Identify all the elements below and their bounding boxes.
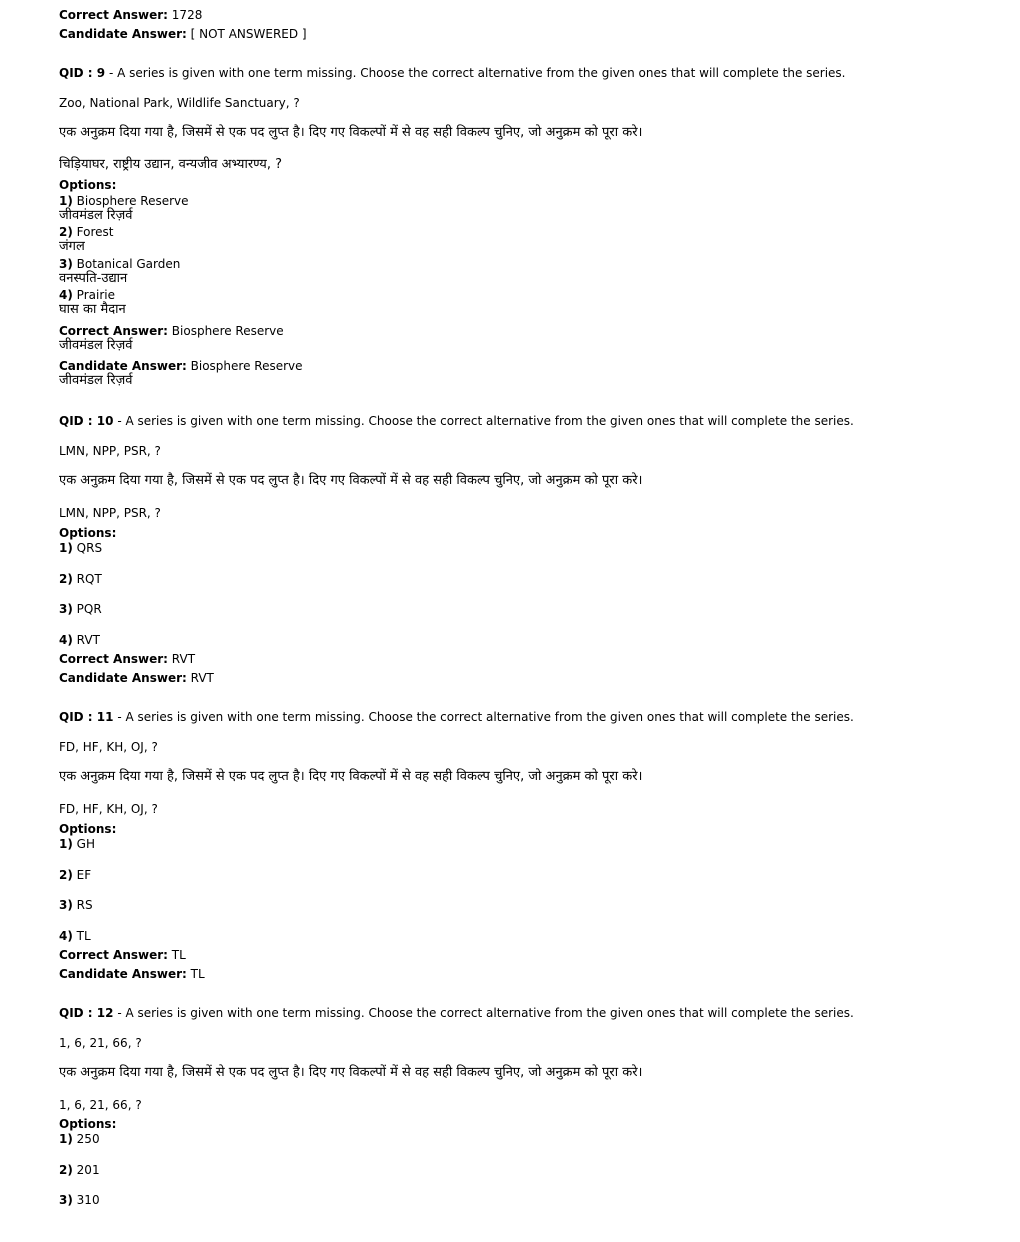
question-10-candidate-answer: Candidate Answer: RVT bbox=[59, 671, 214, 685]
question-11-header: QID : 11 - A series is given with one term missing. Choose the correct alternative from the given ones that will complete the series. bbox=[59, 710, 854, 724]
question-9-option-1-hindi: जीवमंडल रिज़र्व bbox=[59, 208, 133, 223]
question-9-option-4-hindi: घास का मैदान bbox=[59, 302, 126, 317]
question-10-series-hindi: LMN, NPP, PSR, ? bbox=[59, 506, 161, 520]
options-label: Options: bbox=[59, 178, 117, 192]
question-10-option-1: 1) QRS bbox=[59, 541, 103, 555]
options-label: Options: bbox=[59, 1117, 117, 1131]
question-11-series: FD, HF, KH, OJ, ? bbox=[59, 740, 158, 754]
question-11-option-3: 3) RS bbox=[59, 898, 93, 912]
question-11-series-hindi: FD, HF, KH, OJ, ? bbox=[59, 802, 158, 816]
question-9-candidate-answer-hindi: जीवमंडल रिज़र्व bbox=[59, 373, 133, 388]
question-10-option-4: 4) RVT bbox=[59, 633, 100, 647]
question-9-candidate-answer: Candidate Answer: Biosphere Reserve bbox=[59, 359, 303, 373]
question-12-series: 1, 6, 21, 66, ? bbox=[59, 1036, 142, 1050]
question-9-series-hindi: चिड़ियाघर, राष्ट्रीय उद्यान, वन्यजीव अभ्यारण्य, ? bbox=[59, 157, 283, 172]
question-9-series: Zoo, National Park, Wildlife Sanctuary, ? bbox=[59, 96, 300, 110]
question-9-correct-answer-hindi: जीवमंडल रिज़र्व bbox=[59, 338, 133, 353]
question-10-prompt-hindi: एक अनुक्रम दिया गया है, जिसमें से एक पद लुप्त है। दिए गए विकल्पों में से वह सही विकल्प चुनिए, जो अनुक्रम को पूरा करे। bbox=[59, 473, 643, 488]
question-12-series-hindi: 1, 6, 21, 66, ? bbox=[59, 1098, 142, 1112]
prev-candidate-answer: Candidate Answer: [ NOT ANSWERED ] bbox=[59, 27, 307, 41]
question-9-option-3: 3) Botanical Garden bbox=[59, 257, 181, 271]
question-10-correct-answer: Correct Answer: RVT bbox=[59, 652, 196, 666]
question-10-option-2: 2) RQT bbox=[59, 572, 102, 586]
question-9-option-2: 2) Forest bbox=[59, 225, 114, 239]
question-10-series: LMN, NPP, PSR, ? bbox=[59, 444, 161, 458]
question-9-option-3-hindi: वनस्पति-उद्यान bbox=[59, 271, 128, 286]
prev-correct-answer: Correct Answer: 1728 bbox=[59, 8, 203, 22]
question-11-prompt-hindi: एक अनुक्रम दिया गया है, जिसमें से एक पद लुप्त है। दिए गए विकल्पों में से वह सही विकल्प चुनिए, जो अनुक्रम को पूरा करे। bbox=[59, 769, 643, 784]
question-11-option-2: 2) EF bbox=[59, 868, 92, 882]
question-12-header: QID : 12 - A series is given with one term missing. Choose the correct alternative from the given ones that will complete the series. bbox=[59, 1006, 854, 1020]
question-10-option-3: 3) PQR bbox=[59, 602, 102, 616]
question-11-correct-answer: Correct Answer: TL bbox=[59, 948, 186, 962]
question-12-prompt-hindi: एक अनुक्रम दिया गया है, जिसमें से एक पद लुप्त है। दिए गए विकल्पों में से वह सही विकल्प चुनिए, जो अनुक्रम को पूरा करे। bbox=[59, 1065, 643, 1080]
question-9-option-2-hindi: जंगल bbox=[59, 239, 85, 254]
question-11-option-4: 4) TL bbox=[59, 929, 91, 943]
question-10-header: QID : 10 - A series is given with one term missing. Choose the correct alternative from the given ones that will complete the series. bbox=[59, 414, 854, 428]
options-label: Options: bbox=[59, 526, 117, 540]
question-12-option-2: 2) 201 bbox=[59, 1163, 100, 1177]
question-11-option-1: 1) GH bbox=[59, 837, 95, 851]
question-9-option-1: 1) Biosphere Reserve bbox=[59, 194, 189, 208]
question-12-option-1: 1) 250 bbox=[59, 1132, 100, 1146]
question-9-option-4: 4) Prairie bbox=[59, 288, 115, 302]
question-12-option-3: 3) 310 bbox=[59, 1193, 100, 1207]
question-9-prompt-hindi: एक अनुक्रम दिया गया है, जिसमें से एक पद लुप्त है। दिए गए विकल्पों में से वह सही विकल्प चुनिए, जो अनुक्रम को पूरा करे। bbox=[59, 125, 643, 140]
question-9-header: QID : 9 - A series is given with one term missing. Choose the correct alternative from the given ones that will complete the series. bbox=[59, 66, 846, 80]
options-label: Options: bbox=[59, 822, 117, 836]
question-11-candidate-answer: Candidate Answer: TL bbox=[59, 967, 205, 981]
question-9-correct-answer: Correct Answer: Biosphere Reserve bbox=[59, 324, 284, 338]
